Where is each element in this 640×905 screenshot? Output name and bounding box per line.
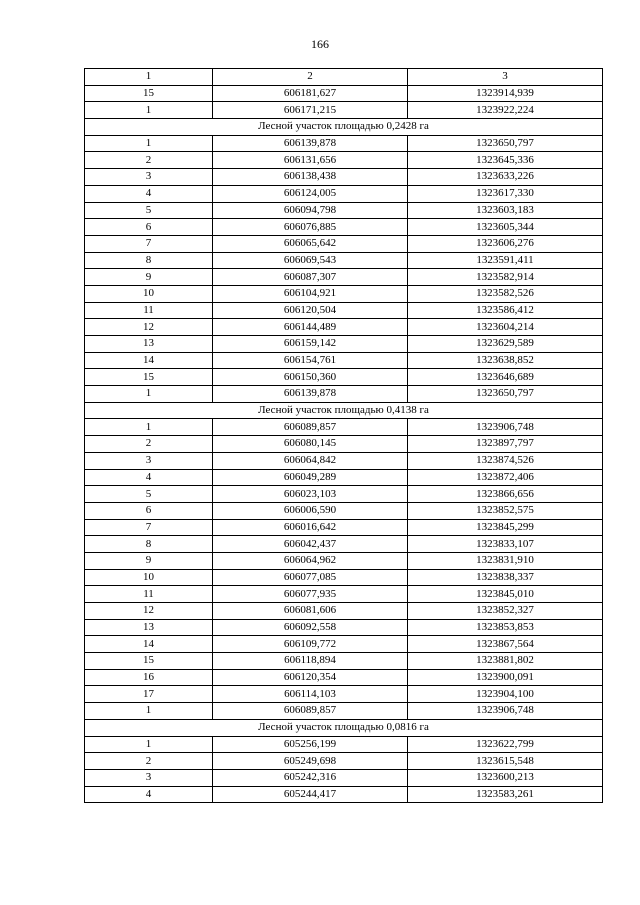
table-row xyxy=(85,736,603,753)
point-number: 13 xyxy=(85,619,213,636)
table-header-row xyxy=(85,69,603,86)
table-row xyxy=(85,185,603,202)
y-coordinate: 1323845,299 xyxy=(408,519,603,536)
table-row xyxy=(85,636,603,653)
y-coordinate: 1323897,797 xyxy=(408,436,603,453)
x-coordinate: 606077,935 xyxy=(213,586,408,603)
x-coordinate: 606138,438 xyxy=(213,169,408,186)
section-heading: Лесной участок площадью 0,0816 га xyxy=(85,719,603,736)
x-coordinate: 606171,215 xyxy=(213,102,408,119)
y-coordinate: 1323600,213 xyxy=(408,769,603,786)
point-number: 1 xyxy=(85,102,213,119)
table-row xyxy=(85,603,603,620)
y-coordinate: 1323852,327 xyxy=(408,603,603,620)
x-coordinate: 605249,698 xyxy=(213,753,408,770)
point-number: 1 xyxy=(85,135,213,152)
x-coordinate: 606104,921 xyxy=(213,285,408,302)
x-coordinate: 606094,798 xyxy=(213,202,408,219)
y-coordinate: 1323881,802 xyxy=(408,653,603,670)
y-coordinate: 1323872,406 xyxy=(408,469,603,486)
x-coordinate: 606114,103 xyxy=(213,686,408,703)
header-col-2: 2 xyxy=(213,69,408,86)
x-coordinate: 606016,642 xyxy=(213,519,408,536)
point-number: 14 xyxy=(85,352,213,369)
point-number: 7 xyxy=(85,519,213,536)
point-number: 16 xyxy=(85,669,213,686)
table-row xyxy=(85,319,603,336)
coordinates-table xyxy=(84,68,603,803)
table-row xyxy=(85,552,603,569)
x-coordinate: 606081,606 xyxy=(213,603,408,620)
y-coordinate: 1323582,914 xyxy=(408,269,603,286)
y-coordinate: 1323582,526 xyxy=(408,285,603,302)
table-row xyxy=(85,386,603,403)
point-number: 11 xyxy=(85,586,213,603)
point-number: 10 xyxy=(85,569,213,586)
y-coordinate: 1323845,010 xyxy=(408,586,603,603)
x-coordinate: 606023,103 xyxy=(213,486,408,503)
table-row xyxy=(85,102,603,119)
y-coordinate: 1323629,589 xyxy=(408,336,603,353)
table-row xyxy=(85,786,603,803)
point-number: 3 xyxy=(85,452,213,469)
point-number: 6 xyxy=(85,219,213,236)
table-row xyxy=(85,586,603,603)
y-coordinate: 1323838,337 xyxy=(408,569,603,586)
table-row xyxy=(85,235,603,252)
table-row xyxy=(85,769,603,786)
x-coordinate: 606131,656 xyxy=(213,152,408,169)
header-col-1: 1 xyxy=(85,69,213,86)
page-number: 166 xyxy=(311,37,329,51)
y-coordinate: 1323914,939 xyxy=(408,85,603,102)
y-coordinate: 1323900,091 xyxy=(408,669,603,686)
table-row xyxy=(85,252,603,269)
table-row xyxy=(85,452,603,469)
point-number: 1 xyxy=(85,703,213,720)
x-coordinate: 605256,199 xyxy=(213,736,408,753)
y-coordinate: 1323906,748 xyxy=(408,419,603,436)
table-row xyxy=(85,202,603,219)
y-coordinate: 1323867,564 xyxy=(408,636,603,653)
point-number: 3 xyxy=(85,169,213,186)
x-coordinate: 606069,543 xyxy=(213,252,408,269)
x-coordinate: 606124,005 xyxy=(213,185,408,202)
section-heading-row xyxy=(85,119,603,136)
x-coordinate: 606006,590 xyxy=(213,502,408,519)
point-number: 9 xyxy=(85,552,213,569)
x-coordinate: 606120,504 xyxy=(213,302,408,319)
point-number: 2 xyxy=(85,753,213,770)
table-row xyxy=(85,219,603,236)
y-coordinate: 1323586,412 xyxy=(408,302,603,319)
point-number: 15 xyxy=(85,85,213,102)
table-row xyxy=(85,85,603,102)
section-heading-row xyxy=(85,719,603,736)
table-row xyxy=(85,152,603,169)
point-number: 2 xyxy=(85,436,213,453)
y-coordinate: 1323622,799 xyxy=(408,736,603,753)
table-row xyxy=(85,302,603,319)
table-row xyxy=(85,336,603,353)
table-row xyxy=(85,653,603,670)
point-number: 9 xyxy=(85,269,213,286)
header-col-3: 3 xyxy=(408,69,603,86)
y-coordinate: 1323831,910 xyxy=(408,552,603,569)
x-coordinate: 606144,489 xyxy=(213,319,408,336)
table-row xyxy=(85,519,603,536)
y-coordinate: 1323833,107 xyxy=(408,536,603,553)
y-coordinate: 1323605,344 xyxy=(408,219,603,236)
point-number: 1 xyxy=(85,736,213,753)
point-number: 5 xyxy=(85,486,213,503)
x-coordinate: 606092,558 xyxy=(213,619,408,636)
point-number: 11 xyxy=(85,302,213,319)
coordinates-table-body xyxy=(85,69,603,803)
x-coordinate: 606064,842 xyxy=(213,452,408,469)
y-coordinate: 1323906,748 xyxy=(408,703,603,720)
section-heading: Лесной участок площадью 0,2428 га xyxy=(85,119,603,136)
point-number: 10 xyxy=(85,285,213,302)
table-row xyxy=(85,502,603,519)
y-coordinate: 1323583,261 xyxy=(408,786,603,803)
x-coordinate: 606089,857 xyxy=(213,419,408,436)
table-row xyxy=(85,369,603,386)
table-row xyxy=(85,569,603,586)
point-number: 15 xyxy=(85,369,213,386)
point-number: 7 xyxy=(85,235,213,252)
y-coordinate: 1323650,797 xyxy=(408,386,603,403)
table-row xyxy=(85,135,603,152)
x-coordinate: 606080,145 xyxy=(213,436,408,453)
x-coordinate: 605242,316 xyxy=(213,769,408,786)
x-coordinate: 606089,857 xyxy=(213,703,408,720)
table-row xyxy=(85,536,603,553)
x-coordinate: 606065,642 xyxy=(213,235,408,252)
point-number: 1 xyxy=(85,386,213,403)
point-number: 12 xyxy=(85,319,213,336)
table-row xyxy=(85,619,603,636)
point-number: 6 xyxy=(85,502,213,519)
table-row xyxy=(85,352,603,369)
table-row xyxy=(85,703,603,720)
y-coordinate: 1323617,330 xyxy=(408,185,603,202)
point-number: 4 xyxy=(85,185,213,202)
y-coordinate: 1323606,276 xyxy=(408,235,603,252)
y-coordinate: 1323852,575 xyxy=(408,502,603,519)
table-row xyxy=(85,686,603,703)
table-row xyxy=(85,285,603,302)
y-coordinate: 1323922,224 xyxy=(408,102,603,119)
x-coordinate: 606159,142 xyxy=(213,336,408,353)
point-number: 13 xyxy=(85,336,213,353)
y-coordinate: 1323904,100 xyxy=(408,686,603,703)
x-coordinate: 606139,878 xyxy=(213,386,408,403)
y-coordinate: 1323646,689 xyxy=(408,369,603,386)
x-coordinate: 606076,885 xyxy=(213,219,408,236)
y-coordinate: 1323633,226 xyxy=(408,169,603,186)
point-number: 4 xyxy=(85,786,213,803)
point-number: 5 xyxy=(85,202,213,219)
point-number: 4 xyxy=(85,469,213,486)
x-coordinate: 606139,878 xyxy=(213,135,408,152)
point-number: 17 xyxy=(85,686,213,703)
x-coordinate: 606109,772 xyxy=(213,636,408,653)
y-coordinate: 1323638,852 xyxy=(408,352,603,369)
table-row xyxy=(85,753,603,770)
y-coordinate: 1323604,214 xyxy=(408,319,603,336)
point-number: 12 xyxy=(85,603,213,620)
y-coordinate: 1323650,797 xyxy=(408,135,603,152)
x-coordinate: 606150,360 xyxy=(213,369,408,386)
table-row xyxy=(85,169,603,186)
y-coordinate: 1323874,526 xyxy=(408,452,603,469)
point-number: 3 xyxy=(85,769,213,786)
table-row xyxy=(85,269,603,286)
x-coordinate: 605244,417 xyxy=(213,786,408,803)
table-row xyxy=(85,469,603,486)
point-number: 14 xyxy=(85,636,213,653)
section-heading: Лесной участок площадью 0,4138 га xyxy=(85,402,603,419)
y-coordinate: 1323603,183 xyxy=(408,202,603,219)
table-row xyxy=(85,436,603,453)
point-number: 15 xyxy=(85,653,213,670)
x-coordinate: 606118,894 xyxy=(213,653,408,670)
x-coordinate: 606042,437 xyxy=(213,536,408,553)
table-row xyxy=(85,419,603,436)
x-coordinate: 606181,627 xyxy=(213,85,408,102)
point-number: 8 xyxy=(85,252,213,269)
y-coordinate: 1323615,548 xyxy=(408,753,603,770)
x-coordinate: 606120,354 xyxy=(213,669,408,686)
y-coordinate: 1323853,853 xyxy=(408,619,603,636)
x-coordinate: 606154,761 xyxy=(213,352,408,369)
table-row xyxy=(85,486,603,503)
y-coordinate: 1323645,336 xyxy=(408,152,603,169)
x-coordinate: 606087,307 xyxy=(213,269,408,286)
y-coordinate: 1323591,411 xyxy=(408,252,603,269)
table-row xyxy=(85,669,603,686)
y-coordinate: 1323866,656 xyxy=(408,486,603,503)
x-coordinate: 606049,289 xyxy=(213,469,408,486)
point-number: 2 xyxy=(85,152,213,169)
point-number: 1 xyxy=(85,419,213,436)
point-number: 8 xyxy=(85,536,213,553)
x-coordinate: 606077,085 xyxy=(213,569,408,586)
section-heading-row xyxy=(85,402,603,419)
x-coordinate: 606064,962 xyxy=(213,552,408,569)
